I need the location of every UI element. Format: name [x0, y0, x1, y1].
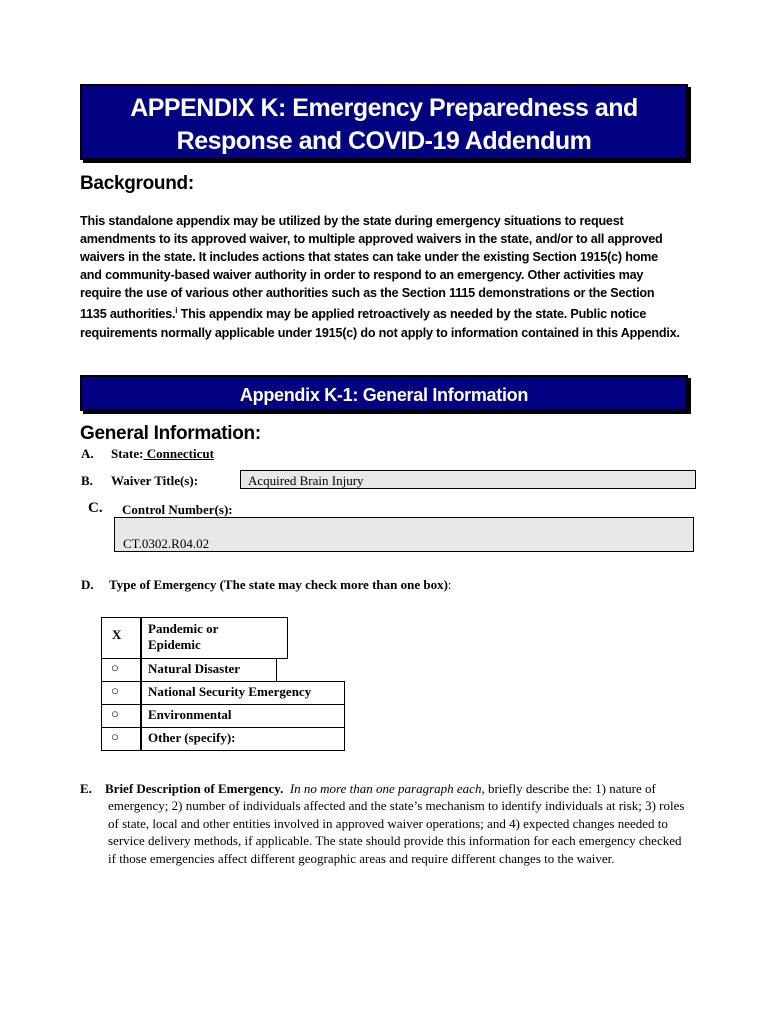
appendix-title-line1: APPENDIX K: Emergency Preparedness and	[130, 94, 638, 122]
appendix-title-line2: Response and COVID-19 Addendum	[176, 127, 592, 155]
state-label: State:	[111, 446, 144, 461]
emergency-type-prompt	[109, 577, 452, 593]
item-b-letter: B.	[81, 473, 93, 488]
footnote-mark[interactable]: i	[175, 306, 178, 316]
brief-description-paragraph	[80, 780, 690, 867]
brief-description-label: Brief Description of Emergency.	[105, 781, 284, 796]
emergency-option-national-security: National Security Emergency	[141, 681, 345, 705]
item-c-letter: C.	[88, 500, 103, 516]
emergency-option-natural-disaster: Natural Disaster	[141, 658, 277, 682]
general-info-heading: General Information:	[80, 423, 261, 444]
waiver-title-label: Waiver Title(s):	[111, 473, 199, 488]
item-d-letter: D.	[81, 577, 94, 592]
emergency-type-colon: :	[447, 577, 452, 592]
control-number-label: Control Number(s):	[122, 502, 233, 517]
background-text-main: This standalone appendix may be utilized by the state during emergency situations to request amendments to its approved waiver, to multiple approved waivers in the state, and/or to all approved waivers in the state. It includes actions that states can take under the existing Section 1915(c) home and community-based waiver authority in order to respond to an emergency. Other activities may require the use of various other authorities such as the Section 1115 demonstrations or the Section 1135 authorities.	[80, 214, 663, 322]
checkbox-pandemic[interactable]: X	[101, 617, 141, 659]
waiver-title-field[interactable]: Acquired Brain Injury	[240, 470, 696, 489]
checkbox-national-security[interactable]: ○	[101, 681, 141, 705]
emergency-option-environmental: Environmental	[141, 704, 345, 728]
section-k1-banner	[80, 375, 688, 411]
emergency-option-other: Other (specify):	[141, 727, 345, 751]
background-heading: Background:	[80, 173, 194, 194]
background-text-tail: This appendix may be applied retroactively as needed by the state. Public notice requirements normally applicable under 1915(c) do not apply to information contained in this Appendix.	[80, 307, 680, 340]
appendix-title-banner	[80, 84, 688, 160]
checkbox-other[interactable]: ○	[101, 727, 141, 751]
item-a-letter: A.	[81, 446, 94, 461]
control-number-field[interactable]: CT.0302.R04.02	[114, 517, 694, 552]
brief-description-italic: In no more than one paragraph each	[289, 781, 482, 796]
emergency-option-pandemic	[141, 617, 288, 659]
state-row	[111, 446, 214, 462]
state-value: Connecticut	[143, 446, 214, 461]
checkbox-natural-disaster[interactable]: ○	[101, 658, 141, 682]
pandemic-label-line1: Pandemic or	[148, 621, 219, 636]
pandemic-label-line2: Epidemic	[148, 637, 201, 652]
brief-description-text: , briefly describe the: 1) nature of emergency; 2) number of individuals affected and the state’s mechanism to identify individuals at risk; 3) roles of state, local and other entities involved in approved waiver operations; and 4) expected changes needed to service delivery methods, if applicable. The state should provide this information for each emergency checked if those emergencies affect different geographic areas and require different changes to the waiver.	[108, 781, 685, 866]
background-paragraph	[80, 212, 680, 342]
emergency-type-label: Type of Emergency (The state may check more than one box)	[109, 577, 448, 592]
checkbox-environmental[interactable]: ○	[101, 704, 141, 728]
section-k1-heading: Appendix K-1: General Information	[239, 385, 529, 405]
item-e-letter: E.	[80, 781, 92, 796]
